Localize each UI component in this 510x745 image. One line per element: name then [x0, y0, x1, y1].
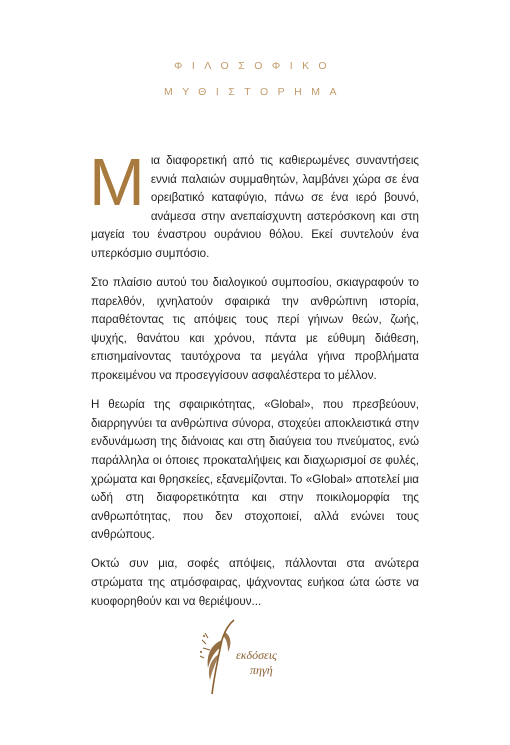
blurb-text — [89, 145, 419, 622]
publisher-name-line1: εκδόσεις — [236, 648, 277, 662]
publisher-name-line2: πηγή — [250, 663, 273, 677]
publisher-logo — [198, 618, 328, 696]
blurb-paragraph-2: Στο πλαίσιο αυτού του διαλογικού συμποσίου, σκιαγραφούν το παρελθόν, ιχνηλατούν σφαιρικά την ανθρώπινη ιστορία, παραθέτοντας τις απόψεις τους περί γήινων θεών, ζωής, ψυχής, θανάτου και χρόνου, πάντα με εύθυμη διάθεση, επισημαίνοντας ταυτόχρονα τα μεγάλα γήινα προβλήματα προκειμένου να προσεγγίσουν ασφαλέστερα το μέλλον. — [91, 276, 419, 383]
blurb-paragraph-4: Οκτώ συν μια, σοφές απόψεις, πάλλονται στα ανώτερα στρώματα της ατμόσφαιρας, ψάχνοντας ευήκοα ώτα ώστε να κυοφορηθούν και να θεριέψουν... — [91, 557, 419, 608]
genre-label-line1: ΦΙΛΟΣΟΦΙΚΟ — [173, 60, 337, 72]
blurb-paragraph-1 — [89, 145, 419, 264]
genre-label-line2: ΜΥΘΙΣΤΟΡΗΜΑ — [164, 86, 346, 98]
blurb-paragraph-3: Η θεωρία της σφαιρικότητας, «Global», που πρεσβεύουν, διαρρηγνύει τα ανθρώπινα σύνορα, στοχεύει αποκλειστικά στην ενδυνάμωση της διάνοιας και στη διαύγεια του πνεύματος, ενώ παράλληλα οι όποιες προκαταλήψεις και διαχωρισμοί σε φυλές, χρώματα και θρησκείες, εξανεμίζονται. Το «Global» αποτελεί μια ωδή στη διαφορετικότητα και στην ποικιλομορφία της ανθρωπότητας, που δεν στοχοποιεί, αλλά ενώνει τους ανθρώπους. — [91, 398, 419, 542]
paragraph-text: ια διαφορετική από τις καθιερωμένες συναντήσεις εννιά παλαιών συμμαθητών, λαμβάνει χώρα σε ένα ορειβατικό καταφύγιο, πάνω σε ένα ιερό βουνό, ανάμεσα στην ανεπαίσχυντη αστερόσκονη και στη μαγεία του έναστρου ουράνιου θόλου. Εκεί συντελούν ένα υπερκόσμιο συμπόσιο. — [91, 154, 419, 260]
drop-cap: Μ — [89, 145, 145, 220]
